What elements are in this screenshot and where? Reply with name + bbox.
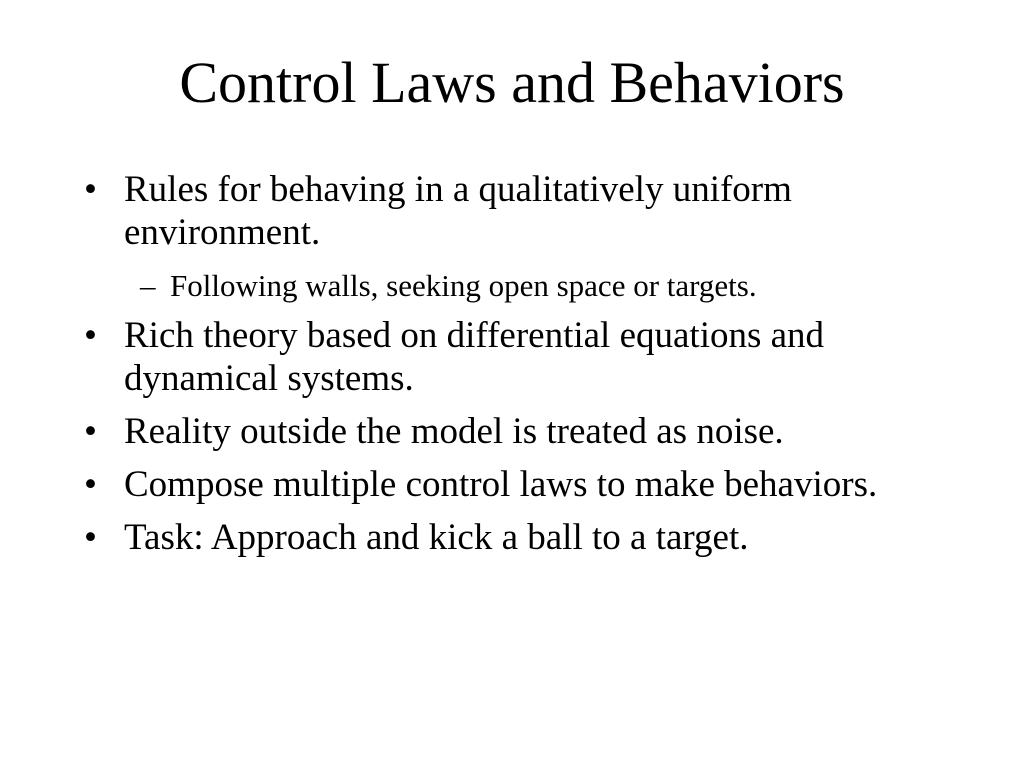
bullet-text: Reality outside the model is treated as noise. — [124, 411, 784, 452]
sub-bullet-text: Following walls, seeking open space or targets. — [170, 268, 757, 303]
bullet-marker: • — [84, 464, 97, 505]
bullet-marker: • — [84, 411, 97, 452]
bullet-marker: • — [84, 169, 97, 210]
sub-bullet-marker: – — [140, 268, 156, 303]
bullet-text: Rules for behaving in a qualitatively uniform environment. — [124, 169, 792, 253]
bullet-text: Rich theory based on differential equations and dynamical systems. — [124, 315, 825, 399]
bullet-marker: • — [84, 315, 97, 356]
bullet-text: Compose multiple control laws to make behaviors. — [124, 464, 878, 505]
bullet-item — [84, 410, 964, 453]
sub-bullet-item — [128, 268, 964, 304]
bullet-item — [84, 168, 964, 304]
bullet-item — [84, 314, 964, 400]
sub-bullet-list — [124, 268, 964, 304]
bullet-marker: • — [84, 517, 97, 558]
bullet-item — [84, 516, 964, 559]
bullet-item — [84, 463, 964, 506]
bullet-text: Task: Approach and kick a ball to a target. — [124, 517, 749, 558]
bullet-list — [84, 168, 964, 569]
slide-title: Control Laws and Behaviors — [179, 50, 845, 115]
